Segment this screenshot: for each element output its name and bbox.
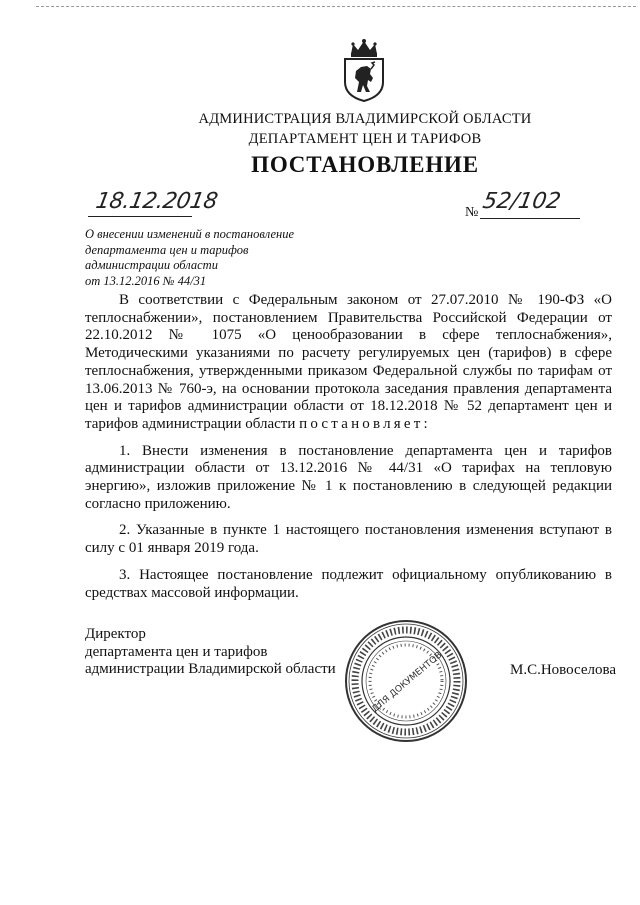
item-paragraph: 1. Внести изменения в постановление департамента цен и тарифов администрации области от 13.12.2016 № 44/31 «О тарифах на тепловую энергию», изложив приложение № 1 к постановлению в следующей редакции согласно приложению. xyxy=(85,442,612,512)
signer-title-line: администрации Владимирской области xyxy=(85,661,336,678)
item-paragraph: 2. Указанные в пункте 1 настоящего постановления изменения вступают в силу с 01 января 2019 года. xyxy=(85,522,612,557)
signature-block xyxy=(85,626,336,679)
subject-line: О внесении изменений в постановление xyxy=(85,227,295,241)
page-top-border xyxy=(36,6,636,7)
document-number: 52/102 xyxy=(480,189,563,214)
document-body xyxy=(85,292,612,602)
decree-word: постановляет: xyxy=(299,415,431,432)
item-paragraph: 3. Настоящее постановление подлежит официальному опубликованию в средствах массовой информации. xyxy=(85,566,612,601)
preamble-text: В соответствии с Федеральным законом от 27.07.2010 № 190-ФЗ «О теплоснабжении», постановлением Правительства Российской Федерации от 22.10.2012 № 1075 «О ценообразовании в сфере теплоснабжения», Методическими указаниями по расчету регулируемых цен (тарифов) в сфере теплоснабжения, утвержденными приказом Федеральной службы по тарифам от 13.06.2013 № 760-э, на основании протокола заседания правления департамента цен и тарифов администрации области от 18.12.2018 № 52 департамент цен и тарифов администрации области xyxy=(85,292,612,432)
subject-block xyxy=(85,227,294,289)
document-date: 18.12.2018 xyxy=(93,189,220,214)
date-underline xyxy=(88,216,192,217)
official-stamp xyxy=(343,618,469,744)
document-title: ПОСТАНОВЛЕНИЕ xyxy=(251,152,479,177)
subject-line: департамента цен и тарифов xyxy=(85,242,249,257)
subject-line: от 13.12.2016 № 44/31 xyxy=(85,273,207,288)
signer-title-line: департамента цен и тарифов xyxy=(85,643,268,660)
signer-title-line: Директор xyxy=(85,626,146,642)
administration-name: АДМИНИСТРАЦИЯ ВЛАДИМИРСКОЙ ОБЛАСТИ xyxy=(198,111,532,127)
subject-line: администрации области xyxy=(85,258,218,272)
stamp-center-text: ДЛЯ ДОКУМЕНТОВ xyxy=(370,650,445,715)
department-name: ДЕПАРТАМЕНТ ЦЕН И ТАРИФОВ xyxy=(248,131,482,147)
signer-name: М.С.Новоселова xyxy=(510,662,617,678)
preamble-paragraph xyxy=(85,292,612,434)
number-underline xyxy=(480,218,580,219)
coat-of-arms-icon xyxy=(341,38,387,102)
number-label: № xyxy=(465,205,479,220)
